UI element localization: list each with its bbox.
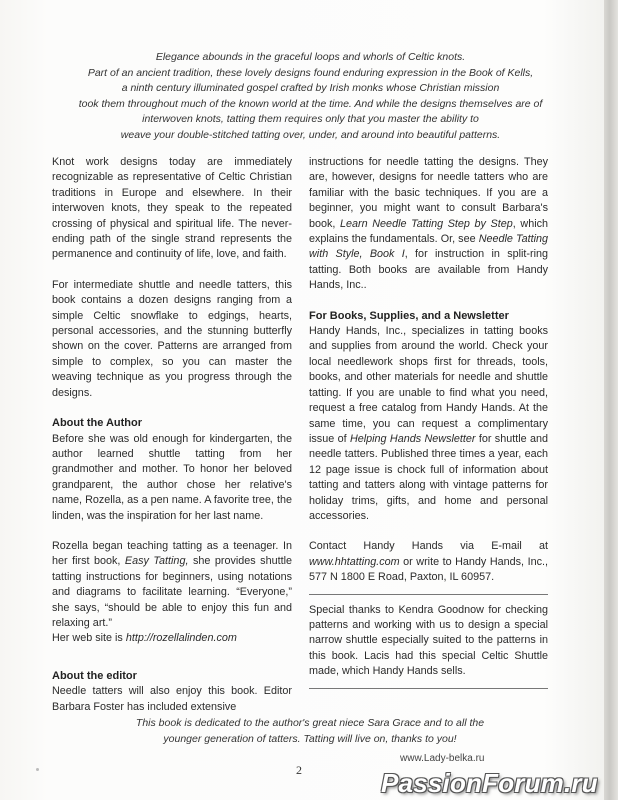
intro-line: Elegance abounds in the graceful loops and whorls of Celtic knots.: [155, 51, 466, 63]
book-title-learn-needle: Learn Needle Tatting Step by Step: [340, 217, 513, 230]
paragraph-handy-hands: Handy Hands, Inc., specializes in tatting books and supplies from around the world. Check your local needlework shops first for threads, tools, books, and other materials for needle and shuttle tatting. If you are unable to find what you need, request a free catalog from Handy Hands. At the same time, you can request a complimentary issue of Helping Hands Newsletter for shuttle and needle tatters. Published three times a year, each 12 page issue is chock full of information about tatting and tatters along with vintage patterns for holiday trims, gifts, and home and personal accessories.: [309, 325, 548, 522]
intro-line: Part of an ancient tradition, these lovely designs found enduring expression in the Book of Kells,: [87, 66, 534, 79]
dedication-line: This book is dedicated to the author's great niece Sara Grace and to all the: [135, 717, 485, 729]
paragraph-knot-work: Knot work designs today are immediately recognizable as representative of Celtic Christian traditions in Europe and elsewhere. In their interwoven knots, they speak to the repeated crossing of physical and spiritual life. The never-ending path of the single strand represents the permanence and continuity of life, love, and faith.: [52, 156, 292, 261]
page-number: 2: [296, 763, 302, 777]
intro-text: [58, 50, 563, 144]
watermark-large: PassionForum.ru: [381, 768, 598, 798]
intro-line: weave your double-stitched tatting over, under, and around into beautiful patterns.: [120, 128, 501, 141]
about-editor-text: Needle tatters will also enjoy this book. Editor Barbara Foster has included extensive: [52, 685, 292, 713]
divider: [309, 688, 548, 689]
newsletter-title: Helping Hands Newsletter: [349, 432, 476, 445]
contact-link[interactable]: www.hhtatting.com: [309, 555, 400, 568]
website-line: Her web site is http://rozellalinden.com: [52, 632, 237, 645]
books-heading: For Books, Supplies, and a Newsletter: [309, 309, 509, 322]
left-column: [52, 155, 292, 715]
book-title-easy-tatting: Easy Tatting,: [124, 555, 189, 568]
website-link[interactable]: http://rozellalinden.com: [125, 632, 237, 645]
dedication: [60, 716, 560, 747]
paragraph-intermediate: For intermediate shuttle and needle tatters, this book contains a dozen designs ranging from a simple Celtic snowflake to edgings, hearts, personal accessories, and the stunning butterfly shown on the cover. Patterns are arranged from simple to complex, so you can master the weaving technique as you progress through the designs.: [52, 278, 292, 399]
scan-speck: [36, 768, 39, 771]
page-edge: [604, 0, 618, 800]
contact-paragraph: Contact Handy Hands via E-mail at www.hhtatting.com or write to Handy Hands, Inc., 577 N 1800 E Road, Paxton, IL 60957.: [309, 540, 548, 584]
watermark-small: www.Lady-belka.ru: [400, 753, 485, 764]
about-author-heading: About the Author: [52, 417, 143, 430]
book-title-needle-style: Needle Tatting with Style, Book I: [309, 233, 549, 261]
intro-line: interwoven knots, tatting them requires only that you master the ability to: [142, 113, 479, 126]
paragraph-teaching: Rozella began teaching tatting as a teenager. In her first book, Easy Tatting, she provides shuttle tatting instructions for beginners, using notations and diagrams to facilitate learning. “Everyone,” she says, “should be able to enjoy this fun and relaxing art.”: [52, 539, 292, 629]
about-editor-heading: About the editor: [52, 669, 137, 682]
dedication-line: younger generation of tatters. Tatting will live on, thanks to you!: [163, 732, 457, 745]
about-author-text: Before she was old enough for kindergarten, the author learned shuttle tatting from her grandmother and mother. To honor her beloved grandparent, the author chose her relative's name, Rozella, as a pen name. A favorite tree, the linden, was the inspiration for her last name.: [52, 432, 292, 522]
right-column: [309, 155, 548, 689]
paragraph-needle-instructions: instructions for needle tatting the designs. They are, however, designs for needle tatters who are familiar with the basic techniques. If you are a beginner, you might want to consult Barbara's book, Learn Needle Tatting Step by Step, which explains the fundamentals. Or, see Needle Tatting with Style, Book I, for instruction in split-ring tatting. Both books are available from Handy Hands, Inc..: [309, 156, 549, 292]
intro-line: took them throughout much of the known world at the time. And while the designs themselves are of: [78, 97, 543, 110]
thanks-paragraph: Special thanks to Kendra Goodnow for checking patterns and working with us to design a special narrow shuttle especially suited to the patterns in this book. Lacis had this special Celtic Shuttle made, which Handy Hands sells.: [309, 603, 548, 678]
intro-line: a ninth century illuminated gospel crafted by Irish monks whose Christian mission: [121, 82, 500, 95]
